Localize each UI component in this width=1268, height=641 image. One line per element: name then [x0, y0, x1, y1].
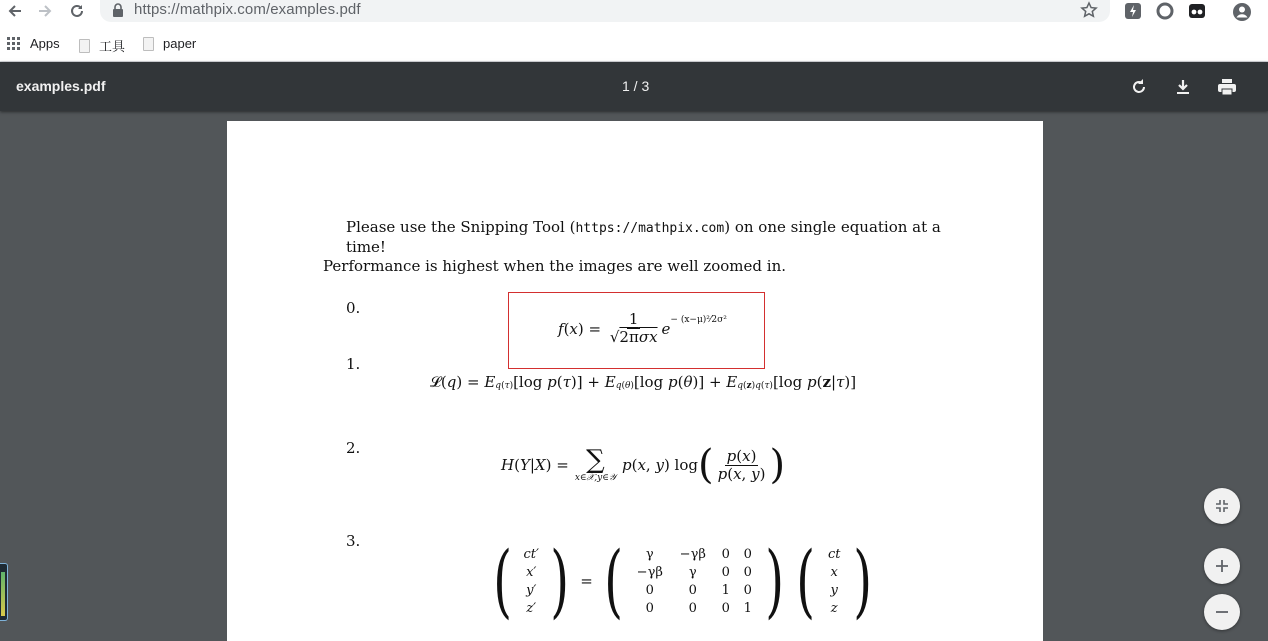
vector-left: ct′ x′ y′ z′	[523, 546, 539, 616]
zoom-out-button[interactable]	[1204, 594, 1240, 630]
pdf-page	[227, 121, 1043, 641]
bookmark-tools[interactable]	[79, 36, 125, 55]
bookmarks-bar	[0, 28, 1268, 62]
zoom-in-button[interactable]	[1204, 548, 1240, 584]
profile-avatar-icon[interactable]	[1232, 2, 1252, 22]
pdf-filename: examples.pdf	[16, 78, 106, 94]
page-icon	[79, 39, 90, 53]
bookmark-paper[interactable]	[143, 36, 196, 51]
equation-elbo: 𝓛( q ) = E q(τ) [log p ( τ )] + E q(θ) [log p ( θ )] + E q(z)q(τ) [log p ( z | τ )]	[430, 373, 857, 391]
pdf-toolbar	[0, 62, 1268, 111]
intro-text-line2: Performance is highest when the images are well zoomed in.	[323, 257, 786, 275]
page-icon	[143, 37, 154, 51]
vector-right: ct x y z	[827, 546, 841, 616]
fit-to-page-icon	[1215, 499, 1229, 513]
bookmark-label: paper	[163, 36, 197, 51]
extension-mathpix-icon[interactable]	[1124, 2, 1142, 20]
level-meter-icon	[1, 572, 5, 616]
lock-icon	[112, 3, 124, 17]
extension-circle-icon[interactable]	[1156, 2, 1174, 20]
equation-gaussian: f ( x ) = $\frac{1}{\text{√2πσx}}$ e − (x−μ)²⁄2σ²	[558, 310, 727, 346]
intro-text: ) on one single equation at a time!	[346, 218, 941, 256]
bookmark-star-icon[interactable]	[1080, 1, 1098, 19]
reload-icon	[69, 3, 85, 19]
item-number: 1.	[346, 355, 361, 373]
back-button[interactable]	[4, 0, 26, 22]
equation-lorentz-transform: ( ct′ x′ y′ z′ ) = ( γ −γβ 0 0 −γβ γ 0 0 0 0 1 0 0 0 0 1 ) ( ct x y z )	[493, 534, 873, 627]
minus-icon	[1215, 605, 1229, 619]
intro-text: Please use the Snipping Tool (	[346, 218, 576, 236]
item-number: 2.	[346, 439, 361, 457]
url-text[interactable]: https://mathpix.com/examples.pdf	[134, 1, 361, 18]
fit-page-button[interactable]	[1204, 488, 1240, 524]
item-number: 0.	[346, 299, 361, 317]
item-number: 3.	[346, 532, 361, 550]
bookmark-apps[interactable]	[7, 36, 60, 51]
print-icon	[1217, 78, 1237, 96]
address-bar[interactable]	[100, 0, 1110, 22]
intro-paragraph	[323, 218, 983, 276]
arrow-left-icon	[7, 3, 23, 19]
bookmark-label: 工具	[99, 39, 126, 54]
intro-link: https://mathpix.com	[575, 221, 725, 236]
download-icon	[1174, 78, 1192, 96]
page-indicator[interactable]: 1 / 3	[622, 78, 650, 94]
apps-grid-icon	[7, 37, 21, 51]
side-widget[interactable]	[0, 563, 8, 621]
rotate-button[interactable]	[1127, 75, 1151, 99]
arrow-right-icon	[37, 3, 53, 19]
print-button[interactable]	[1215, 75, 1239, 99]
equation-conditional-entropy: H ( Y | X ) = ∑ x∈𝒳,y∈𝒴 p ( x , y ) log ( $\frac{p(x)}{p(x, y)}$ )	[501, 442, 786, 488]
bookmark-label: Apps	[30, 36, 60, 51]
lorentz-matrix: γ −γβ 0 0 −γβ γ 0 0 0 0 1 0 0 0 0 1	[636, 546, 752, 616]
download-button[interactable]	[1171, 75, 1195, 99]
reload-button[interactable]	[66, 0, 88, 22]
plus-icon	[1215, 559, 1229, 573]
extension-glasses-icon[interactable]	[1188, 2, 1206, 20]
browser-toolbar	[0, 0, 1268, 28]
forward-button[interactable]	[34, 0, 56, 22]
rotate-icon	[1130, 78, 1148, 96]
